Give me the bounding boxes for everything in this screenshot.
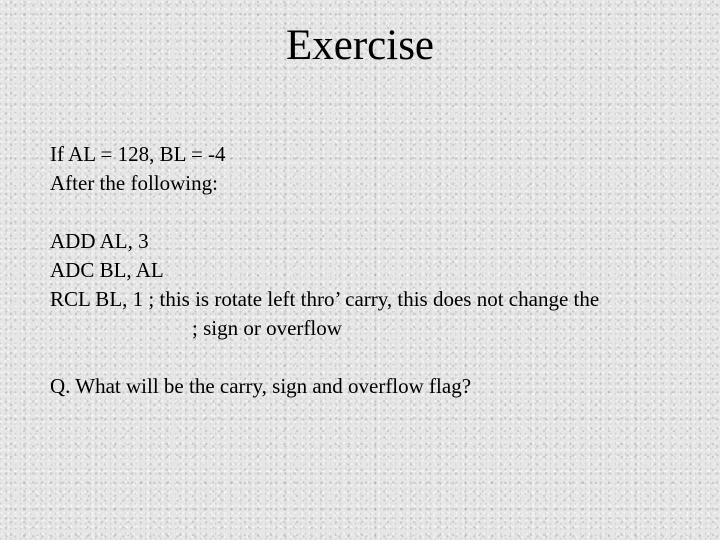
spacer (50, 198, 700, 227)
spacer (50, 343, 700, 372)
instruction-rcl-comment-line: ; sign or overflow (192, 316, 342, 340)
instruction-adc-line: ADC BL, AL (50, 258, 164, 282)
instruction-rcl-line: RCL BL, 1 ; this is rotate left thro’ carry, this does not change the (50, 287, 600, 311)
instruction-add-line: ADD AL, 3 (50, 229, 149, 253)
slide-body (50, 140, 700, 401)
after-following-line: After the following: (50, 171, 218, 195)
slide-title: Exercise (285, 22, 435, 69)
question-line: Q. What will be the carry, sign and overflow flag? (50, 374, 472, 398)
given-values-line: If AL = 128, BL = -4 (50, 142, 226, 166)
